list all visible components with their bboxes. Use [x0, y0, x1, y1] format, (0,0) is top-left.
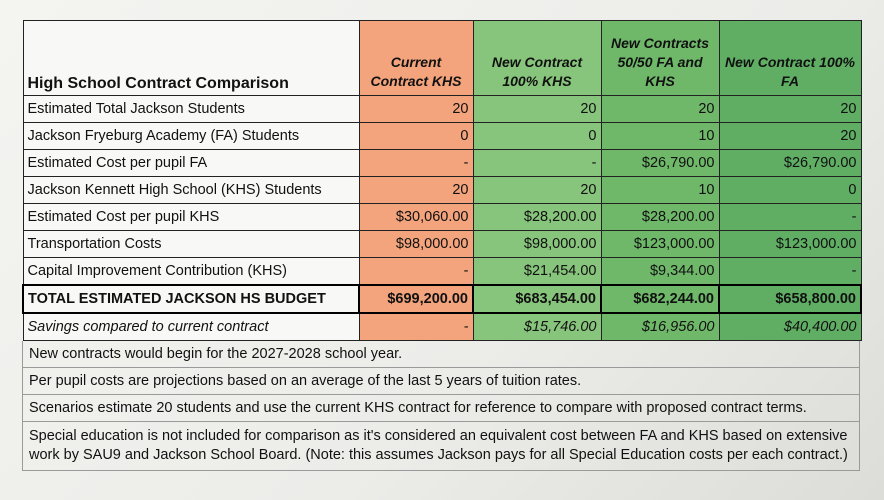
total-value: $658,800.00 [719, 285, 861, 313]
cell-value: - [719, 258, 861, 286]
cell-value: 20 [601, 96, 719, 123]
row-label: Jackson Kennett High School (KHS) Students [23, 177, 359, 204]
cell-value: $123,000.00 [719, 231, 861, 258]
table-row [23, 96, 861, 123]
comparison-sheet [22, 20, 864, 471]
row-label: Estimated Total Jackson Students [23, 96, 359, 123]
cell-value: $98,000.00 [359, 231, 473, 258]
header-row [23, 21, 861, 96]
cell-value: $21,454.00 [473, 258, 601, 286]
cell-value: 20 [719, 96, 861, 123]
cell-value: 0 [719, 177, 861, 204]
column-header-new-khs: New Contract 100% KHS [473, 21, 601, 96]
table-row [23, 258, 861, 286]
table-row [23, 123, 861, 150]
table-row [23, 150, 861, 177]
column-header-new-fa: New Contract 100% FA [719, 21, 861, 96]
cell-value: $26,790.00 [719, 150, 861, 177]
savings-value: $15,746.00 [473, 313, 601, 341]
table-row [23, 204, 861, 231]
savings-value: $40,400.00 [719, 313, 861, 341]
savings-row [23, 313, 861, 341]
cell-value: $98,000.00 [473, 231, 601, 258]
savings-label: Savings compared to current contract [23, 313, 359, 341]
row-label: Capital Improvement Contribution (KHS) [23, 258, 359, 286]
cell-value: 0 [359, 123, 473, 150]
note-line: New contracts would begin for the 2027-2028 school year. [23, 341, 860, 368]
total-row [23, 285, 861, 313]
total-value: $682,244.00 [601, 285, 719, 313]
cell-value: 10 [601, 177, 719, 204]
total-value: $699,200.00 [359, 285, 473, 313]
cell-value: 0 [473, 123, 601, 150]
row-label: Jackson Fryeburg Academy (FA) Students [23, 123, 359, 150]
row-label: Estimated Cost per pupil FA [23, 150, 359, 177]
cell-value: $30,060.00 [359, 204, 473, 231]
total-value: $683,454.00 [473, 285, 601, 313]
table-row [23, 231, 861, 258]
cell-value: 10 [601, 123, 719, 150]
cell-value: 20 [473, 177, 601, 204]
column-header-current-khs: Current Contract KHS [359, 21, 473, 96]
total-label: TOTAL ESTIMATED JACKSON HS BUDGET [23, 285, 359, 313]
savings-value: $16,956.00 [601, 313, 719, 341]
cell-value: $28,200.00 [601, 204, 719, 231]
cell-value: 20 [359, 177, 473, 204]
savings-value: - [359, 313, 473, 341]
note-line: Special education is not included for comparison as it's considered an equivalent cost between FA and KHS based on extensive work by SAU9 and Jackson School Board. (Note: this assumes Jackson pays for all Special Education costs per each contract.) [23, 422, 860, 471]
column-header-new-5050: New Contracts 50/50 FA and KHS [601, 21, 719, 96]
table-title: High School Contract Comparison [23, 21, 359, 96]
cell-value: - [359, 258, 473, 286]
cell-value: 20 [359, 96, 473, 123]
cell-value: - [473, 150, 601, 177]
comparison-table [22, 20, 862, 341]
notes-table [22, 341, 860, 471]
row-label: Estimated Cost per pupil KHS [23, 204, 359, 231]
cell-value: 20 [719, 123, 861, 150]
row-label: Transportation Costs [23, 231, 359, 258]
note-line: Per pupil costs are projections based on an average of the last 5 years of tuition rates. [23, 368, 860, 395]
cell-value: $26,790.00 [601, 150, 719, 177]
table-row [23, 177, 861, 204]
note-line: Scenarios estimate 20 students and use the current KHS contract for reference to compare with proposed contract terms. [23, 395, 860, 422]
cell-value: $28,200.00 [473, 204, 601, 231]
cell-value: - [719, 204, 861, 231]
cell-value: - [359, 150, 473, 177]
cell-value: $123,000.00 [601, 231, 719, 258]
cell-value: $9,344.00 [601, 258, 719, 286]
cell-value: 20 [473, 96, 601, 123]
